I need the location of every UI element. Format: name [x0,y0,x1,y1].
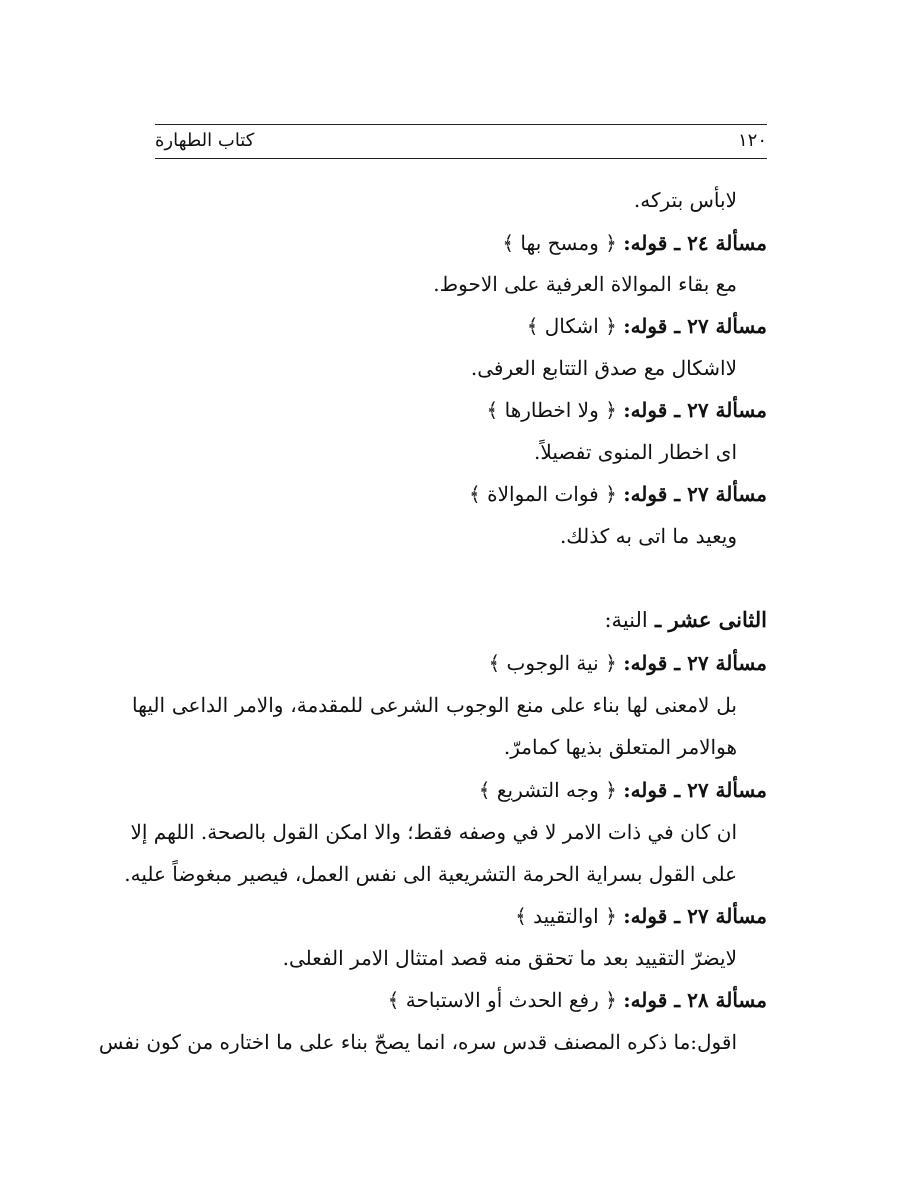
section-heading [604,606,767,634]
issue-label: مسألة ٢٧ ـ قوله: [623,778,767,802]
issue-heading [502,229,767,257]
body-line: اى اخطار المنوى تفصيلاً. [534,440,737,464]
issue-heading [527,312,767,340]
issue-heading [488,649,767,677]
issue-quote: ﴿ ومسح بها ﴾ [502,231,617,255]
section-subtitle: النية: [604,608,648,632]
issue-label: مسألة ٢٧ ـ قوله: [623,314,767,338]
header-bottom-rule [155,158,767,159]
issue-label: مسألة ٢٧ ـ قوله: [623,651,767,675]
issue-quote: ﴿ وجه التشريع ﴾ [478,778,617,802]
issue-heading [469,480,767,508]
issue-label: مسألة ٢٧ ـ قوله: [623,398,767,422]
issue-label: مسألة ٢٤ ـ قوله: [623,231,767,255]
running-title: كتاب الطهارة [155,130,255,151]
issue-quote: ﴿ اشكال ﴾ [526,314,617,338]
body-line: هوالامر المتعلق بذيها كمامرّ. [503,735,737,759]
body-line: على القول بسراية الحرمة التشريعية الى نفس العمل، فيصير مبغوضاً عليه. [124,862,737,886]
body-line: ان كان في ذات الامر لا في وصفه فقط؛ والا امكن القول بالصحة. اللهم إلا [130,820,737,844]
issue-label: مسألة ٢٧ ـ قوله: [623,482,767,506]
body-line: لابأس بتركه. [633,188,737,212]
body-line: لايضرّ التقييد بعد ما تحقق منه قصد امتثال الامر الفعلى. [282,946,737,970]
body-line: اقول:ما ذكره المصنف قدس سره، انما يصحّ بناء على ما اختاره من كون نفس [98,1030,737,1054]
issue-heading [515,902,767,930]
issue-heading [487,396,767,424]
issue-quote: ﴿ فوات الموالاة ﴾ [469,482,617,506]
issue-heading [479,776,767,804]
body-line: مع بقاء الموالاة العرفية على الاحوط. [433,272,737,296]
issue-quote: ﴿ اوالتقييد ﴾ [515,904,617,928]
issue-quote: ﴿ ولا اخطارها ﴾ [486,398,617,422]
body-line: لااشكال مع صدق التتابع العرفى. [470,356,737,380]
body-line: بل لامعنى لها بناء على منع الوجوب الشرعى للمقدمة، والامر الداعى اليها [132,693,737,717]
page-number: ١٢٠ [737,130,767,151]
issue-quote: ﴿ رفع الحدث أو الاستباحة ﴾ [387,988,617,1012]
header-top-rule [155,124,767,125]
issue-heading [388,986,767,1014]
issue-label: مسألة ٢٨ ـ قوله: [623,988,767,1012]
issue-label: مسألة ٢٧ ـ قوله: [623,904,767,928]
page-header [155,120,767,160]
issue-quote: ﴿ نية الوجوب ﴾ [488,651,617,675]
section-title: الثانى عشر ـ [655,607,767,632]
body-line: ويعيد ما اتى به كذلك. [559,524,737,548]
